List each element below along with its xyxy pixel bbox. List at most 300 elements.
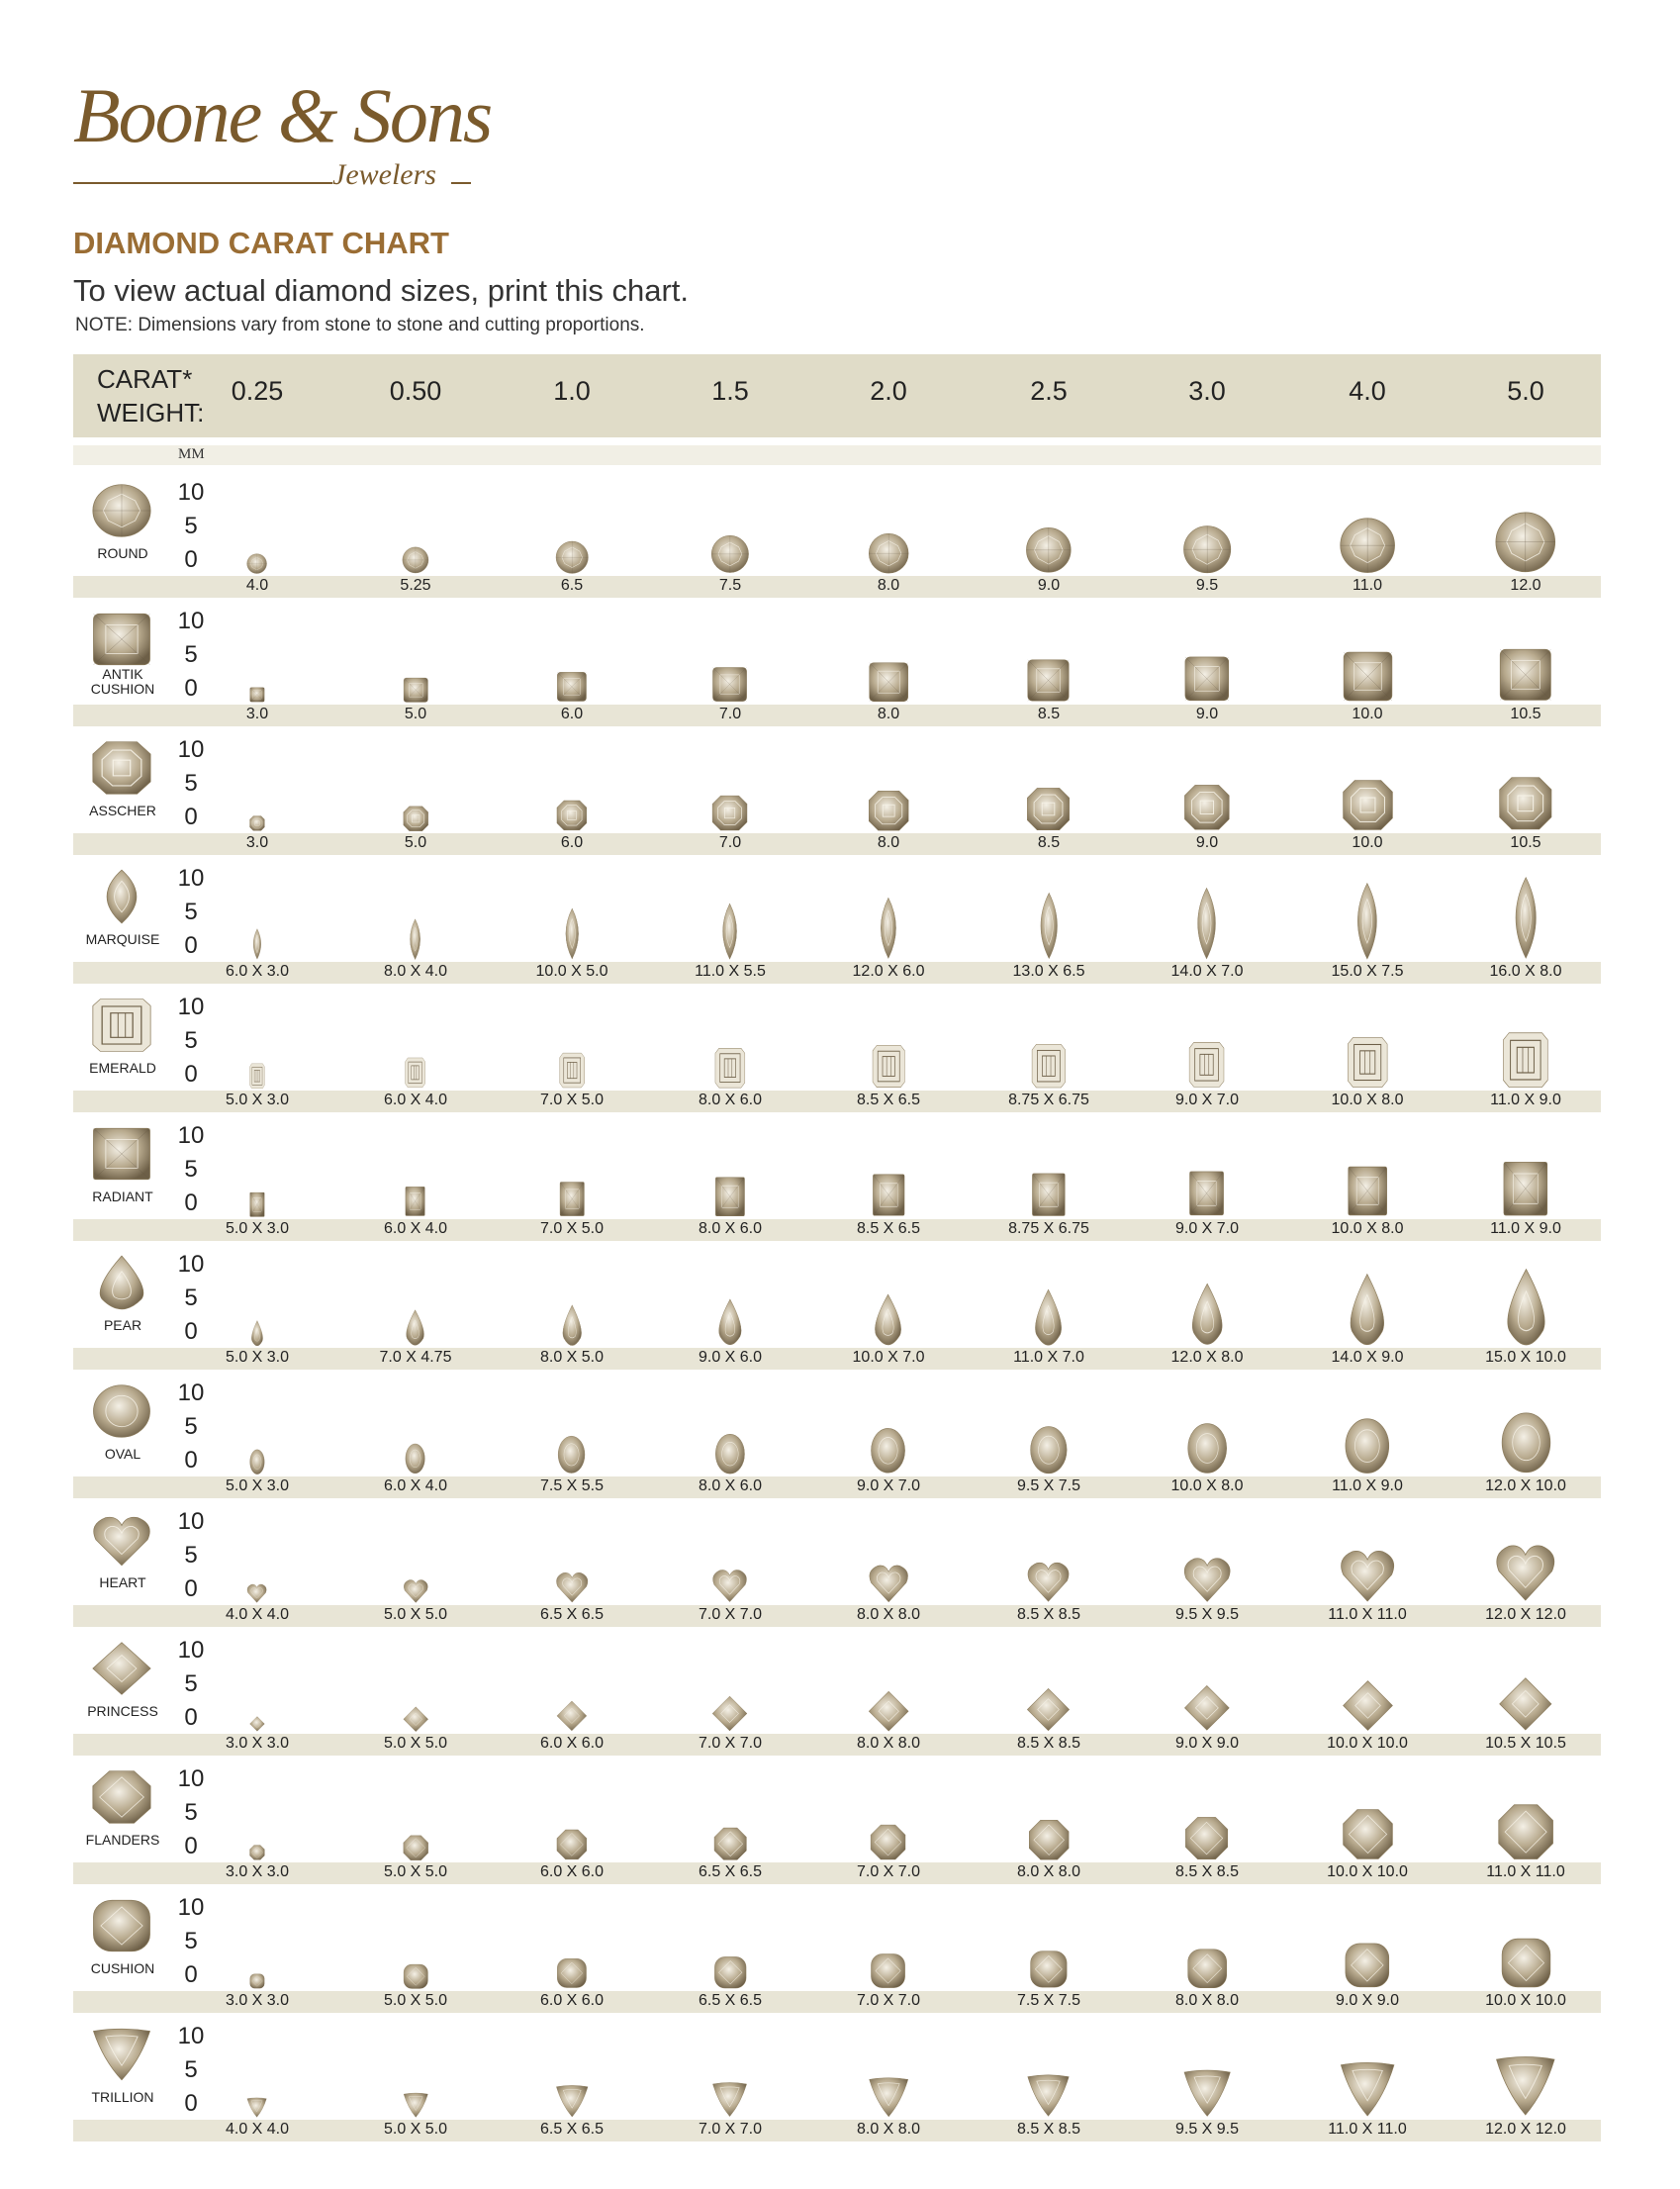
dimension-label: 8.5 X 6.5 <box>856 1220 921 1237</box>
marquise-diamond-1 <box>405 918 425 960</box>
dimension-label: 5.0 X 5.0 <box>383 2121 448 2138</box>
shape-row-heart <box>0 1502 1680 1631</box>
mm-scale-label: 0 <box>184 1061 198 1088</box>
dimension-label: 8.0 X 5.0 <box>539 1349 605 1366</box>
dimension-label: 16.0 X 8.0 <box>1489 963 1562 980</box>
princess-diamond-2 <box>556 1700 588 1732</box>
round-diamond-2 <box>555 540 589 574</box>
round-diamond-4 <box>868 532 909 574</box>
dimension-label: 6.5 X 6.5 <box>539 1606 605 1623</box>
mm-band <box>73 445 1601 465</box>
dimension-label: 6.0 X 6.0 <box>539 1735 605 1752</box>
round-diamond-7 <box>1339 517 1396 574</box>
dimension-label: 11.0 X 9.0 <box>1490 1220 1561 1237</box>
dimension-label: 8.0 X 8.0 <box>856 1735 921 1752</box>
mm-scale-label: 5 <box>184 1156 198 1183</box>
flanders-diamond-7 <box>1342 1808 1394 1860</box>
radiant-diamond-7 <box>1347 1165 1388 1217</box>
radiant-diamond-5 <box>1031 1172 1067 1217</box>
carat-weight-4: 2.0 <box>870 376 907 406</box>
dimension-label: 5.0 X 3.0 <box>225 1477 290 1494</box>
dimension-label: 8.0 X 8.0 <box>856 2121 921 2138</box>
shape-name: FLANDERS <box>85 1832 160 1848</box>
pear-diamond-3 <box>714 1298 746 1346</box>
mm-scale-label: 10 <box>177 1894 205 1921</box>
dimension-label: 3.0 X 3.0 <box>225 1992 290 2009</box>
dimension-label: 12.0 X 8.0 <box>1170 1349 1244 1366</box>
dimension-label: 9.0 <box>1195 834 1219 851</box>
shape-name: PRINCESS <box>87 1703 158 1719</box>
dimension-label: 11.0 X 5.5 <box>695 963 766 980</box>
dimension-label: 4.0 X 4.0 <box>225 2121 290 2138</box>
dimension-label: 9.0 <box>1195 706 1219 722</box>
round-diamond-icon <box>91 483 152 538</box>
mm-scale-label: 5 <box>184 513 198 539</box>
radiant-diamond-1 <box>405 1186 425 1217</box>
pear-diamond-5 <box>1030 1288 1067 1346</box>
dimension-label: 4.0 <box>245 577 269 594</box>
radiant-diamond-3 <box>714 1176 746 1217</box>
dimension-label: 7.0 <box>718 834 742 851</box>
dimension-label: 15.0 X 7.5 <box>1331 963 1404 980</box>
trillion-diamond-icon <box>91 2027 152 2082</box>
dimension-label: 9.5 X 9.5 <box>1174 2121 1240 2138</box>
shape-row-pear <box>0 1245 1680 1374</box>
marquise-diamond-8 <box>1505 876 1546 960</box>
dimension-label: 8.0 X 8.0 <box>1016 1863 1081 1880</box>
dimension-label: 5.0 <box>404 706 427 722</box>
flanders-diamond-8 <box>1497 1803 1554 1860</box>
trillion-diamond-2 <box>555 2084 589 2118</box>
dimension-label: 5.0 <box>404 834 427 851</box>
flanders-diamond-4 <box>870 1824 906 1860</box>
square-diamond-0 <box>249 687 265 703</box>
dimension-label: 7.0 X 7.0 <box>698 1606 763 1623</box>
carat-weight-6: 3.0 <box>1188 376 1226 406</box>
heart-diamond-1 <box>403 1577 429 1604</box>
dimension-label: 8.0 <box>877 834 900 851</box>
mm-scale-label: 10 <box>177 865 205 892</box>
oval-diamond-3 <box>714 1433 746 1475</box>
dimension-label: 8.5 X 8.5 <box>1016 1606 1081 1623</box>
dimension-label: 12.0 X 12.0 <box>1485 1606 1566 1623</box>
dimension-label: 14.0 X 7.0 <box>1170 963 1244 980</box>
heart-diamond-5 <box>1026 1559 1071 1603</box>
cushion-diamond-6 <box>1186 1948 1228 1989</box>
oval-diamond-8 <box>1500 1411 1552 1475</box>
shape-name: MARQUISE <box>85 931 160 947</box>
mm-scale-label: 0 <box>184 675 198 702</box>
dimension-label: 3.0 X 3.0 <box>225 1863 290 1880</box>
mm-scale-label: 0 <box>184 932 198 959</box>
oval-diamond-4 <box>870 1427 906 1475</box>
emerald-diamond-5 <box>1031 1043 1067 1089</box>
dimension-label: 10.0 <box>1352 706 1383 722</box>
dimension-label: 11.0 X 9.0 <box>1490 1092 1561 1108</box>
shape-name: ANTIK CUSHION <box>90 666 155 697</box>
marquise-diamond-7 <box>1348 882 1387 961</box>
dimension-label: 9.0 X 7.0 <box>856 1477 921 1494</box>
mm-scale-label: 5 <box>184 641 198 668</box>
emerald-diamond-1 <box>405 1057 425 1089</box>
dimension-label: 11.0 X 9.0 <box>1332 1477 1403 1494</box>
shape-name: CUSHION <box>90 1960 155 1976</box>
mm-scale-label: 10 <box>177 608 205 634</box>
dimension-label: 8.0 X 8.0 <box>1174 1992 1240 2009</box>
pear-diamond-8 <box>1500 1268 1552 1347</box>
princess-diamond-icon <box>91 1641 152 1696</box>
mm-scale-label: 0 <box>184 1961 198 1988</box>
flanders-diamond-6 <box>1184 1816 1229 1860</box>
asscher-diamond-5 <box>1026 787 1071 831</box>
dimension-label: 9.0 X 7.0 <box>1174 1220 1240 1237</box>
pear-diamond-icon <box>91 1255 152 1310</box>
dimension-label: 8.0 X 8.0 <box>856 1606 921 1623</box>
trillion-diamond-5 <box>1026 2073 1071 2118</box>
dimension-label: 8.0 X 4.0 <box>383 963 448 980</box>
mm-scale-label: 10 <box>177 994 205 1020</box>
dimension-label: 9.0 X 7.0 <box>1174 1092 1240 1108</box>
oval-diamond-1 <box>405 1443 425 1475</box>
mm-scale-label: 10 <box>177 1508 205 1535</box>
dimension-label: 5.0 X 5.0 <box>383 1606 448 1623</box>
mm-scale-label: 0 <box>184 2090 198 2117</box>
mm-scale-label: 5 <box>184 899 198 925</box>
dimension-label: 3.0 X 3.0 <box>225 1735 290 1752</box>
dimension-label: 10.5 X 10.5 <box>1485 1735 1566 1752</box>
trillion-diamond-6 <box>1182 2068 1232 2118</box>
marquise-diamond-6 <box>1188 887 1225 960</box>
radiant-diamond-icon <box>91 1126 152 1182</box>
mm-scale-label: 5 <box>184 1799 198 1826</box>
mm-scale-label: 0 <box>184 1318 198 1345</box>
dimension-label: 3.0 <box>245 706 269 722</box>
mm-scale-label: 0 <box>184 1575 198 1602</box>
brand-subline: Jewelers <box>332 158 436 191</box>
marquise-diamond-3 <box>715 903 744 960</box>
dimension-label: 7.0 X 7.0 <box>856 1863 921 1880</box>
flanders-diamond-5 <box>1028 1819 1070 1860</box>
dimension-label: 8.75 X 6.75 <box>1008 1220 1089 1237</box>
dimension-label: 6.5 X 6.5 <box>698 1992 763 2009</box>
round-diamond-5 <box>1025 526 1073 574</box>
cushion-diamond-1 <box>403 1963 429 1990</box>
carat-weight-2: 1.0 <box>553 376 591 406</box>
cushion-diamond-8 <box>1500 1937 1552 1989</box>
princess-diamond-3 <box>711 1695 748 1732</box>
shape-row-marquise <box>0 859 1680 988</box>
trillion-diamond-7 <box>1339 2060 1396 2118</box>
emerald-diamond-6 <box>1188 1041 1225 1089</box>
marquise-diamond-2 <box>559 907 586 960</box>
asscher-diamond-4 <box>868 790 909 831</box>
dimension-label: 6.0 X 4.0 <box>383 1477 448 1494</box>
radiant-diamond-2 <box>559 1181 586 1217</box>
princess-diamond-7 <box>1342 1679 1394 1732</box>
dimension-label: 6.5 X 6.5 <box>698 1863 763 1880</box>
carat-weight-1: 0.50 <box>389 376 442 406</box>
marquise-diamond-icon <box>91 869 152 924</box>
dimension-label: 8.0 <box>877 577 900 594</box>
dimension-label: 5.0 X 5.0 <box>383 1735 448 1752</box>
dimension-label: 6.0 X 3.0 <box>225 963 290 980</box>
square-diamond-2 <box>556 671 588 703</box>
heart-diamond-0 <box>246 1582 267 1603</box>
dimension-label: 7.5 X 5.5 <box>539 1477 605 1494</box>
shape-name: HEART <box>99 1574 146 1590</box>
heart-diamond-6 <box>1182 1554 1232 1603</box>
dimension-label: 10.0 X 5.0 <box>535 963 608 980</box>
dimension-label: 4.0 X 4.0 <box>225 1606 290 1623</box>
dimension-label: 10.0 <box>1352 834 1383 851</box>
dimension-label: 8.0 X 6.0 <box>698 1477 763 1494</box>
dimension-label: 10.0 X 10.0 <box>1327 1735 1408 1752</box>
shape-row-radiant <box>0 1116 1680 1245</box>
dimension-label: 10.0 X 7.0 <box>852 1349 925 1366</box>
cushion-diamond-4 <box>870 1952 906 1989</box>
dimension-label: 10.5 <box>1510 834 1541 851</box>
dimension-label: 12.0 X 6.0 <box>852 963 925 980</box>
dimension-label: 6.0 X 4.0 <box>383 1220 448 1237</box>
shape-row-flanders <box>0 1760 1680 1888</box>
mm-label: MM <box>178 446 205 462</box>
shape-row-trillion <box>0 2017 1680 2145</box>
dimension-label: 9.5 <box>1195 577 1219 594</box>
trillion-diamond-4 <box>868 2076 909 2118</box>
dimension-label: 11.0 X 11.0 <box>1486 1863 1565 1880</box>
dimension-label: 7.0 X 5.0 <box>539 1220 605 1237</box>
mm-scale-label: 10 <box>177 2023 205 2049</box>
pear-diamond-6 <box>1186 1283 1228 1346</box>
dimension-label: 8.0 X 6.0 <box>698 1092 763 1108</box>
shape-name: EMERALD <box>89 1060 156 1076</box>
mm-scale-label: 0 <box>184 804 198 830</box>
dimension-label: 8.5 X 8.5 <box>1016 2121 1081 2138</box>
carat-weight-0: 0.25 <box>231 376 284 406</box>
carat-weight-3: 1.5 <box>711 376 749 406</box>
square-diamond-5 <box>1026 658 1071 703</box>
dimension-label: 9.0 X 6.0 <box>698 1349 763 1366</box>
dimension-label: 5.0 X 3.0 <box>225 1349 290 1366</box>
round-diamond-8 <box>1494 511 1557 574</box>
round-diamond-1 <box>402 546 429 574</box>
square-diamond-8 <box>1498 647 1553 703</box>
dimension-label: 7.0 <box>718 706 742 722</box>
shape-row-asscher <box>0 730 1680 859</box>
dimension-label: 9.0 X 9.0 <box>1335 1992 1400 2009</box>
mm-scale-label: 5 <box>184 1670 198 1697</box>
cushion-diamond-icon <box>91 1898 152 1953</box>
brand-name: Boone & Sons <box>73 72 492 158</box>
oval-diamond-2 <box>557 1435 586 1475</box>
mm-scale-label: 10 <box>177 736 205 763</box>
dimension-label: 6.0 <box>560 834 584 851</box>
cushion-diamond-3 <box>713 1955 747 1989</box>
square-diamond-7 <box>1342 650 1394 703</box>
dimension-label: 6.0 <box>560 706 584 722</box>
oval-diamond-0 <box>249 1449 265 1475</box>
shape-name: PEAR <box>103 1317 142 1333</box>
dimension-label: 6.0 X 6.0 <box>539 1863 605 1880</box>
cushion-diamond-7 <box>1344 1942 1391 1989</box>
shape-name: RADIANT <box>92 1189 153 1204</box>
pear-diamond-7 <box>1344 1273 1391 1346</box>
flanders-diamond-2 <box>556 1829 588 1860</box>
round-diamond-0 <box>246 553 267 574</box>
carat-weight-5: 2.5 <box>1030 376 1068 406</box>
princess-diamond-8 <box>1498 1676 1553 1732</box>
dimension-label: 8.0 X 6.0 <box>698 1220 763 1237</box>
asscher-diamond-icon <box>91 740 152 796</box>
dimension-label: 6.5 <box>560 577 584 594</box>
shape-row-cushion <box>0 1888 1680 2017</box>
heart-diamond-8 <box>1494 1540 1557 1603</box>
emerald-diamond-0 <box>249 1063 265 1090</box>
dimension-label: 10.0 X 8.0 <box>1170 1477 1244 1494</box>
dimension-label: 9.5 X 9.5 <box>1174 1606 1240 1623</box>
asscher-diamond-3 <box>711 795 748 831</box>
trillion-diamond-1 <box>403 2092 429 2119</box>
antik-cushion-diamond-icon <box>91 612 152 667</box>
dimension-label: 8.5 X 8.5 <box>1016 1735 1081 1752</box>
square-diamond-6 <box>1183 655 1231 703</box>
dimension-label: 7.0 X 7.0 <box>698 2121 763 2138</box>
dimension-label: 10.0 X 8.0 <box>1331 1092 1404 1108</box>
square-diamond-4 <box>868 661 909 703</box>
dimension-label: 10.0 X 8.0 <box>1331 1220 1404 1237</box>
heart-diamond-3 <box>711 1567 748 1603</box>
dimension-note: NOTE: Dimensions vary from stone to stone and cutting proportions. <box>75 315 645 335</box>
dimension-label: 7.0 X 5.0 <box>539 1092 605 1108</box>
shape-name: ROUND <box>97 545 148 561</box>
oval-diamond-icon <box>91 1383 152 1439</box>
princess-diamond-1 <box>403 1706 429 1733</box>
carat-label-line1: CARAT* <box>97 364 193 394</box>
mm-scale-label: 5 <box>184 1542 198 1569</box>
dimension-label: 14.0 X 9.0 <box>1331 1349 1404 1366</box>
dimension-label: 8.0 <box>877 706 900 722</box>
dimension-label: 5.0 X 5.0 <box>383 1863 448 1880</box>
flanders-diamond-3 <box>713 1827 747 1860</box>
dimension-label: 12.0 X 10.0 <box>1485 1477 1566 1494</box>
square-diamond-1 <box>403 677 429 704</box>
radiant-diamond-0 <box>249 1191 265 1218</box>
mm-scale-label: 10 <box>177 1251 205 1278</box>
emerald-diamond-3 <box>714 1047 746 1089</box>
dimension-label: 6.0 X 6.0 <box>539 1992 605 2009</box>
cushion-diamond-2 <box>556 1957 588 1989</box>
mm-scale-label: 10 <box>177 1122 205 1149</box>
carat-label-line2: WEIGHT: <box>97 398 205 428</box>
marquise-diamond-0 <box>249 928 265 960</box>
dimension-label: 10.5 <box>1510 706 1541 722</box>
dimension-label: 6.5 X 6.5 <box>539 2121 605 2138</box>
mm-scale-label: 10 <box>177 1765 205 1792</box>
dimension-label: 9.0 X 9.0 <box>1174 1735 1240 1752</box>
radiant-diamond-4 <box>872 1173 905 1217</box>
heart-diamond-icon <box>91 1512 152 1568</box>
shape-name: ASSCHER <box>89 803 156 818</box>
mm-scale-label: 10 <box>177 1637 205 1664</box>
trillion-diamond-0 <box>246 2097 267 2118</box>
asscher-diamond-8 <box>1498 776 1553 831</box>
dimension-label: 11.0 X 7.0 <box>1013 1349 1084 1366</box>
mm-scale-label: 0 <box>184 1704 198 1731</box>
mm-scale-label: 5 <box>184 1928 198 1954</box>
shape-row-oval <box>0 1374 1680 1502</box>
dimension-label: 7.0 X 7.0 <box>856 1992 921 2009</box>
asscher-diamond-6 <box>1183 784 1231 831</box>
dimension-label: 5.0 X 5.0 <box>383 1992 448 2009</box>
dimension-label: 8.5 <box>1037 706 1061 722</box>
round-diamond-6 <box>1182 524 1232 574</box>
mm-scale-label: 0 <box>184 1833 198 1859</box>
asscher-diamond-0 <box>249 815 265 831</box>
radiant-diamond-8 <box>1502 1160 1549 1217</box>
asscher-diamond-2 <box>556 800 588 831</box>
flanders-diamond-1 <box>403 1835 429 1861</box>
dimension-label: 5.0 X 3.0 <box>225 1092 290 1108</box>
brand-logo <box>73 71 492 200</box>
dimension-label: 11.0 <box>1353 577 1382 594</box>
dimension-label: 7.5 X 7.5 <box>1016 1992 1081 2009</box>
dimension-label: 11.0 X 11.0 <box>1328 2121 1407 2138</box>
oval-diamond-5 <box>1029 1425 1069 1475</box>
dimension-label: 15.0 X 10.0 <box>1485 1349 1566 1366</box>
flanders-diamond-0 <box>249 1845 265 1860</box>
dimension-label: 9.0 <box>1037 577 1061 594</box>
dimension-label: 5.0 X 3.0 <box>225 1220 290 1237</box>
carat-weight-7: 4.0 <box>1349 376 1386 406</box>
logo-rule <box>73 182 332 184</box>
radiant-diamond-6 <box>1188 1170 1225 1217</box>
shape-name: OVAL <box>104 1446 141 1462</box>
shape-name: TRILLION <box>91 2089 154 2105</box>
mm-scale-label: 5 <box>184 1285 198 1311</box>
flanders-diamond-icon <box>91 1769 152 1825</box>
mm-scale-label: 10 <box>177 479 205 506</box>
princess-diamond-5 <box>1026 1687 1071 1732</box>
dimension-label: 11.0 X 11.0 <box>1328 1606 1407 1623</box>
pear-diamond-2 <box>559 1304 586 1346</box>
asscher-diamond-1 <box>403 806 429 832</box>
princess-diamond-6 <box>1183 1684 1231 1732</box>
dimension-label: 10.0 X 10.0 <box>1327 1863 1408 1880</box>
heart-diamond-2 <box>555 1570 589 1603</box>
dimension-label: 7.0 X 4.75 <box>379 1349 452 1366</box>
shape-row-emerald <box>0 988 1680 1116</box>
mm-scale-label: 5 <box>184 2056 198 2083</box>
logo-rule-tail <box>451 182 471 184</box>
dimension-label: 7.0 X 7.0 <box>698 1735 763 1752</box>
marquise-diamond-5 <box>1032 892 1066 960</box>
dimension-label: 12.0 X 12.0 <box>1485 2121 1566 2138</box>
mm-scale-label: 10 <box>177 1380 205 1406</box>
dimension-label: 5.25 <box>400 577 431 594</box>
asscher-diamond-7 <box>1342 779 1394 831</box>
trillion-diamond-8 <box>1494 2054 1557 2118</box>
pear-diamond-1 <box>403 1309 427 1346</box>
round-diamond-3 <box>710 534 750 574</box>
dimension-label: 7.5 <box>718 577 742 594</box>
dimension-label: 8.5 X 6.5 <box>856 1092 921 1108</box>
dimension-label: 12.0 <box>1510 577 1541 594</box>
mm-scale-label: 0 <box>184 1447 198 1474</box>
dimension-label: 3.0 <box>245 834 269 851</box>
emerald-diamond-4 <box>872 1044 905 1089</box>
oval-diamond-7 <box>1344 1417 1391 1475</box>
emerald-diamond-8 <box>1502 1031 1549 1089</box>
